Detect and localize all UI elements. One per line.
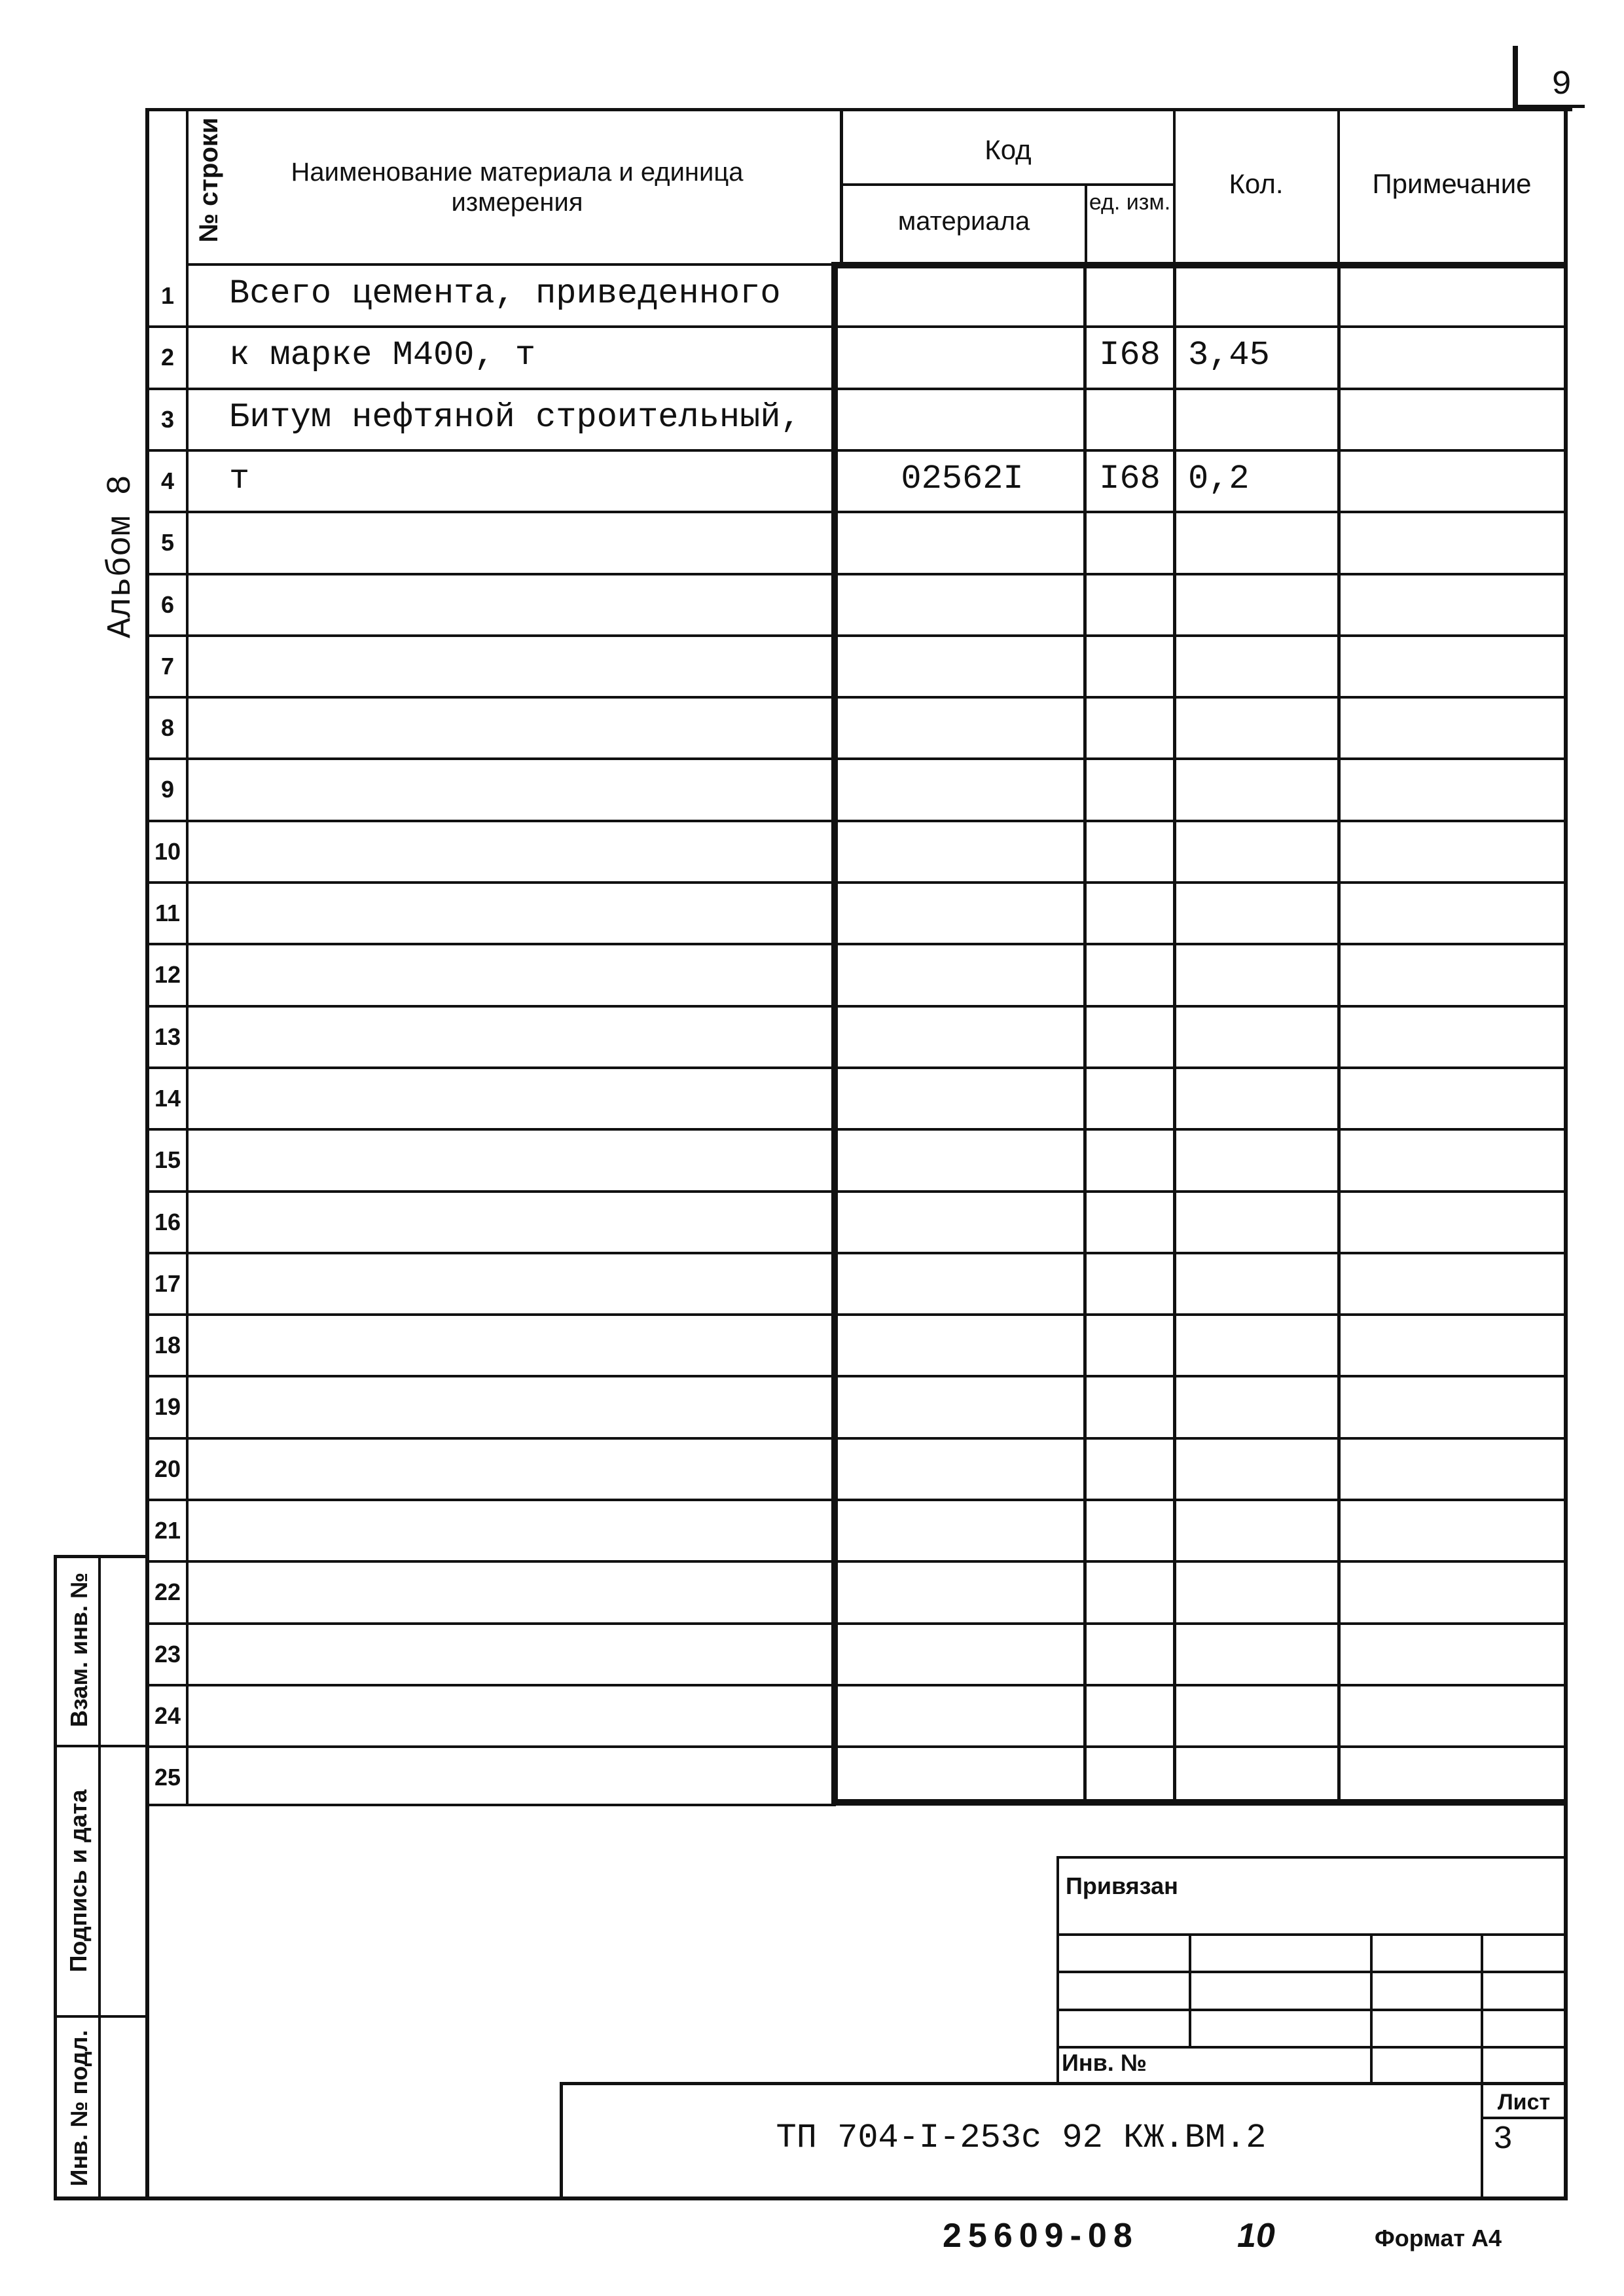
document-designation: ТП 704-I-253с 92 КЖ.ВМ.2 [776, 2119, 1267, 2157]
row-divider [145, 634, 1567, 637]
row-divider [145, 325, 1567, 328]
row-number: 11 [154, 900, 181, 926]
row-number: 4 [160, 467, 175, 494]
page-number: 9 [1551, 65, 1572, 104]
cell-name: Всего цемента, приведенного [229, 274, 781, 313]
row-divider [145, 1560, 1567, 1563]
row-number: 10 [154, 837, 181, 865]
row-number: 8 [160, 714, 175, 742]
header-name: Наименование материала и единица измерения [291, 158, 744, 217]
row-number: 15 [154, 1146, 181, 1174]
row-divider [145, 1622, 1567, 1625]
stamp-inv-podl: Инв. № подл. [65, 2030, 92, 2187]
row-divider [145, 1745, 1567, 1748]
row-divider [145, 1005, 1567, 1008]
row-number: 24 [154, 1702, 181, 1729]
row-number: 16 [154, 1208, 181, 1235]
row-number: 23 [154, 1640, 181, 1667]
stamp-podpis-data: Подпись и дата [65, 1789, 92, 1973]
cell-name: т [229, 459, 250, 498]
row-number: 2 [160, 344, 175, 371]
row-number: 7 [160, 652, 175, 680]
cell-name: Битум нефтяной строительный, [229, 397, 801, 437]
cell-unit: I68 [1099, 459, 1161, 498]
row-divider [145, 388, 1567, 390]
row-number: 17 [154, 1269, 181, 1297]
row-divider [145, 1066, 1567, 1069]
sheet-value: 3 [1492, 2121, 1513, 2159]
row-number: 18 [154, 1332, 181, 1359]
row-divider [145, 449, 1567, 452]
row-number: 13 [154, 1023, 181, 1050]
header-note: Примечание [1372, 168, 1532, 199]
privyazan-label: Привязан [1066, 1872, 1178, 1899]
cell-unit: I68 [1099, 336, 1161, 375]
corner-mark [1513, 46, 1518, 109]
header-row-no: № строки [194, 117, 223, 243]
row-divider [145, 1190, 1567, 1193]
format-label: Формат А4 [1375, 2225, 1502, 2251]
row-number: 12 [154, 961, 181, 989]
cell-name: к марке М400, т [229, 336, 536, 375]
row-divider [145, 1499, 1567, 1501]
album-label: Альбом 8 [101, 475, 140, 638]
row-number: 5 [160, 529, 175, 556]
row-divider [145, 1684, 1567, 1686]
stamp-number: 25609-08 [943, 2217, 1139, 2255]
sheet-label: Лист [1497, 2090, 1551, 2115]
row-divider [145, 1375, 1567, 1377]
row-divider [145, 573, 1567, 575]
row-number: 25 [154, 1764, 181, 1791]
row-number: 3 [160, 405, 175, 433]
row-number: 1 [160, 282, 175, 309]
row-number: 20 [154, 1455, 181, 1482]
row-divider [145, 696, 1567, 699]
row-divider [145, 1437, 1567, 1440]
row-number: 9 [160, 776, 175, 803]
cell-code: 02562I [901, 459, 1024, 498]
row-divider [145, 511, 1567, 513]
row-number: 19 [154, 1393, 181, 1421]
inv-no-label: Инв. № [1062, 2049, 1147, 2076]
row-divider [145, 757, 1567, 760]
row-divider [145, 943, 1567, 945]
header-code-material: материала [897, 207, 1030, 236]
row-divider [145, 1252, 1567, 1254]
stamp-vzam-inv: Взам. инв. № [65, 1572, 92, 1728]
stamp-suffix: 10 [1237, 2217, 1275, 2255]
row-number: 22 [154, 1578, 181, 1606]
cell-qty: 0,2 [1188, 459, 1250, 498]
header-code: Код [984, 134, 1032, 165]
row-divider [145, 1128, 1567, 1131]
row-divider [145, 1313, 1567, 1316]
row-number: 6 [160, 591, 175, 618]
header-qty: Кол. [1229, 168, 1284, 199]
row-divider [145, 820, 1567, 822]
cell-qty: 3,45 [1188, 336, 1270, 375]
row-number: 21 [154, 1517, 181, 1544]
header-code-unit: ед. изм. [1089, 190, 1171, 215]
row-divider [145, 881, 1567, 884]
row-number: 14 [154, 1084, 181, 1112]
